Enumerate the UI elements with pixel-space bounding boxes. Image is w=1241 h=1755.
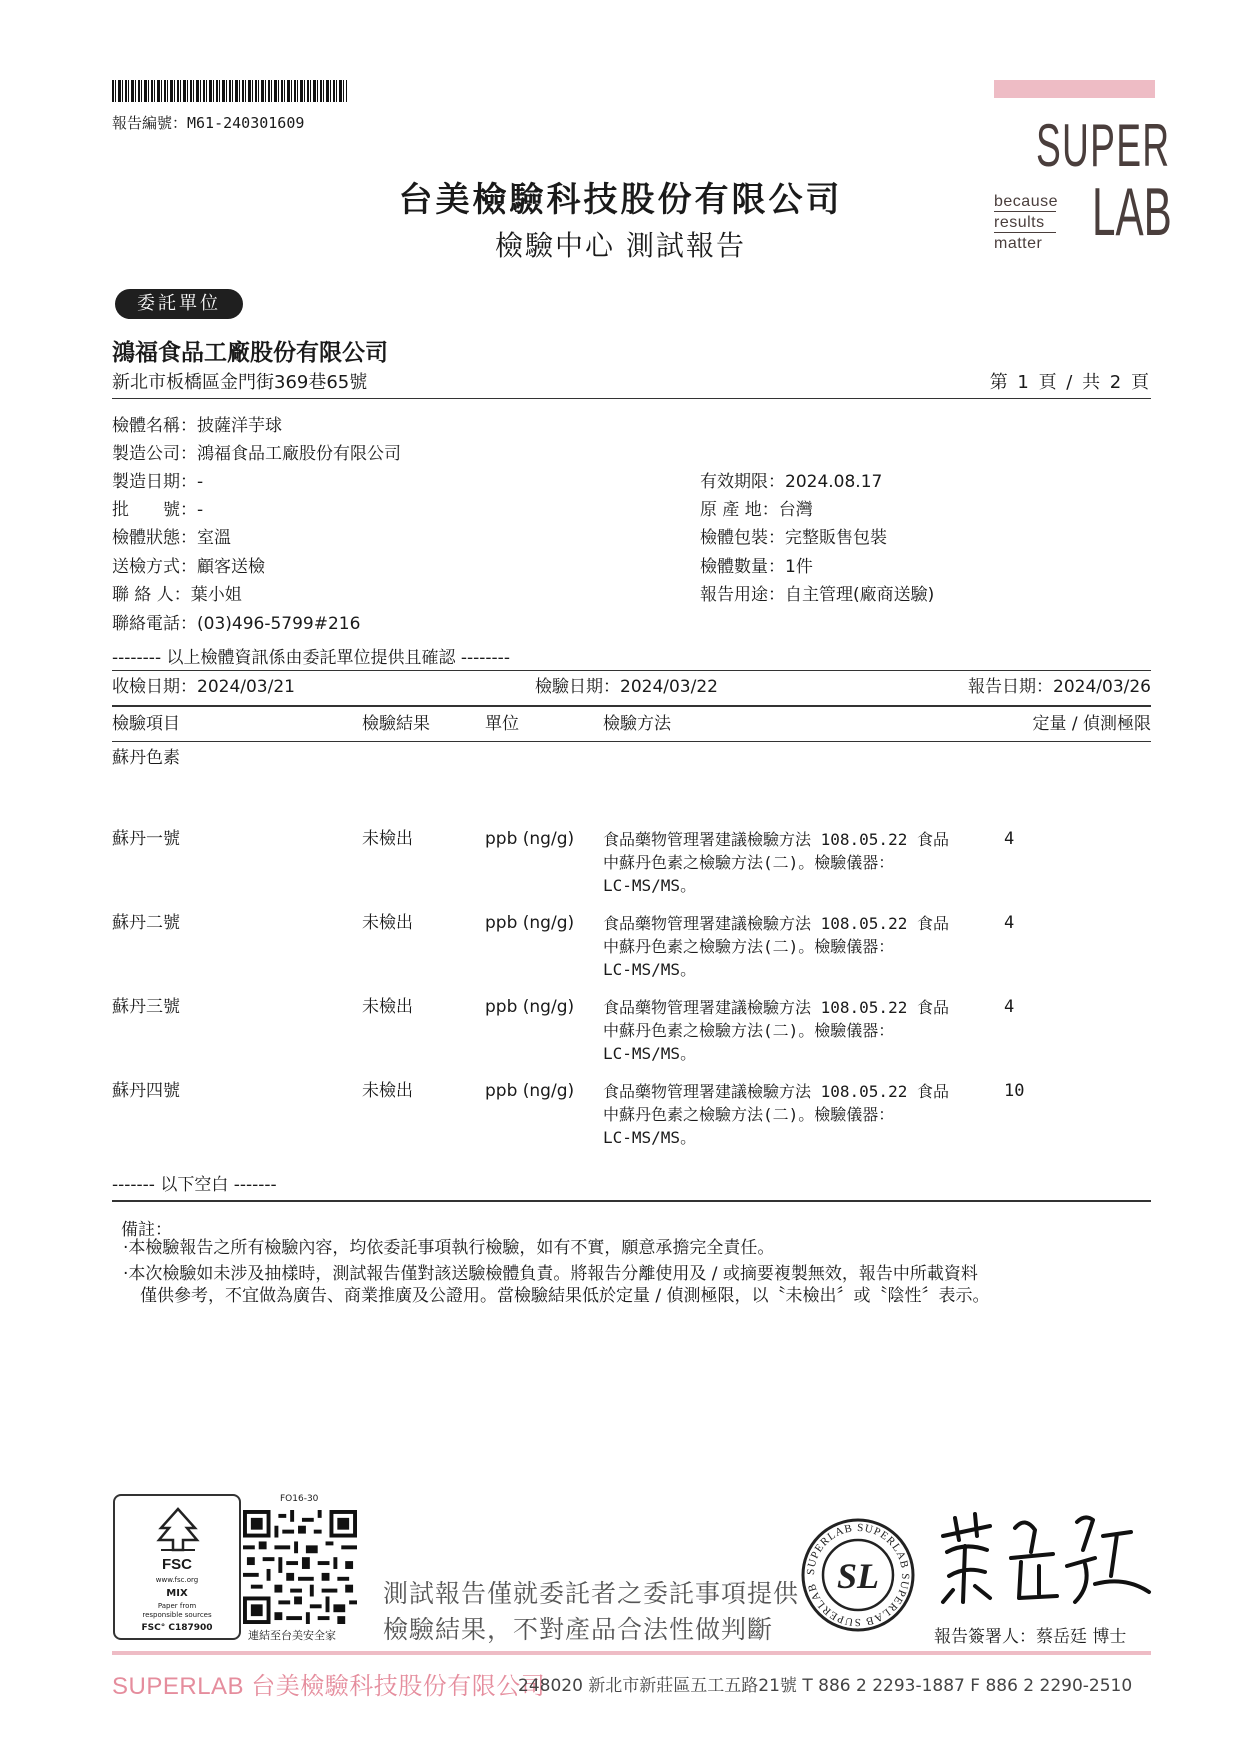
qr-code-icon[interactable] — [243, 1510, 357, 1624]
divider — [112, 1200, 1151, 1202]
divider — [112, 670, 1151, 671]
group-label: 蘇丹色素 — [112, 748, 180, 768]
method-line: 食品藥物管理署建議檢驗方法 108.05.22 食品 — [603, 914, 949, 933]
sample-condition: 檢體狀態：室溫 — [112, 528, 231, 548]
row-unit: ppb (ng/g) — [485, 913, 575, 933]
qr-caption: 連結至台美安全家 — [248, 1629, 336, 1642]
report-number: 報告編號：M61-240301609 — [112, 114, 305, 132]
report-title: 檢驗中心 測試報告 — [495, 229, 746, 262]
sample-expiry: 有效期限：2024.08.17 — [700, 472, 883, 492]
client-name: 鴻福食品工廠股份有限公司 — [112, 340, 388, 366]
logo-lab-text: LAB — [1092, 174, 1172, 250]
row-item: 蘇丹一號 — [112, 829, 180, 849]
method-line: LC-MS/MS。 — [603, 1044, 697, 1063]
fsc-code: FSC° C187900 — [141, 1623, 213, 1633]
row-method — [603, 912, 1013, 981]
row-loq: 4 — [1004, 997, 1015, 1017]
remarks-title: 備註： — [121, 1220, 172, 1240]
divider — [112, 398, 1151, 399]
row-item: 蘇丹四號 — [112, 1081, 180, 1101]
th-unit: 單位 — [485, 714, 519, 734]
seal-ring-text: SUPERLAB SUPERLAB SUPERLAB SUPERLAB — [804, 1521, 912, 1629]
seal-center-text: SL — [836, 1556, 880, 1596]
method-line: 中蘇丹色素之檢驗方法(二)。檢驗儀器： — [603, 937, 895, 956]
reported-date: 報告日期：2024/03/26 — [968, 677, 1151, 697]
fsc-mix: MIX — [166, 1588, 188, 1599]
method-line: 中蘇丹色素之檢驗方法(二)。檢驗儀器： — [603, 1021, 895, 1040]
remark-2b: 僅供參考，不宜做為廣告、商業推廣及公證用。當檢驗結果低於定量 / 偵測極限，以〝未檢出〞或〝陰性〞表示。 — [140, 1286, 990, 1306]
fsc-paper — [115, 1602, 239, 1620]
sample-purpose: 報告用途：自主管理(廠商送驗) — [700, 585, 935, 605]
sample-contact: 聯 絡 人：葉小姐 — [112, 585, 242, 605]
table-row — [0, 996, 1241, 1076]
logo-tagline-1: because — [994, 193, 1058, 210]
footer-address: 248020 新北市新莊區五工五路21號 T 886 2 2293-1887 F 886 2 2290-2510 — [518, 1676, 1133, 1696]
method-line: LC-MS/MS。 — [603, 1128, 697, 1147]
row-method — [603, 828, 1013, 897]
confirm-note: -------- 以上檢體資訊係由委託單位提供且確認 -------- — [112, 648, 510, 668]
fsc-site: www.fsc.org — [155, 1576, 199, 1584]
logo-super-text: SUPER — [1036, 112, 1171, 179]
row-result: 未檢出 — [362, 1081, 413, 1101]
fsc-paper-line: responsible sources — [142, 1611, 212, 1619]
tested-date: 檢驗日期：2024/03/22 — [535, 677, 718, 697]
row-result: 未檢出 — [362, 913, 413, 933]
sample-phone: 聯絡電話：(03)496-5799#216 — [112, 614, 361, 634]
row-unit: ppb (ng/g) — [485, 997, 575, 1017]
sample-lot: 批 號：- — [112, 500, 204, 520]
sample-mfg-date: 製造日期：- — [112, 472, 204, 492]
logo-tagline-3: matter — [994, 235, 1043, 252]
method-line: 食品藥物管理署建議檢驗方法 108.05.22 食品 — [603, 1082, 949, 1101]
row-result: 未檢出 — [362, 829, 413, 849]
remark-2a: ‧本次檢驗如未涉及抽樣時，測試報告僅對該送驗檢體負責。將報告分離使用及 / 或摘要複製無效，報告中所載資料 — [123, 1264, 978, 1284]
sample-name: 檢體名稱：披薩洋芋球 — [112, 416, 282, 436]
client-address: 新北市板橋區金門街369巷65號 — [112, 372, 368, 393]
footer-accent-line — [112, 1651, 1151, 1655]
fsc-paper-line: Paper from — [157, 1602, 197, 1610]
th-item: 檢驗項目 — [112, 714, 180, 734]
row-method — [603, 996, 1013, 1065]
table-row — [0, 828, 1241, 908]
disclaimer-line-2: 檢驗結果，不對產品合法性做判斷 — [383, 1615, 774, 1644]
sample-manufacturer: 製造公司：鴻福食品工廠股份有限公司 — [112, 444, 401, 464]
divider — [112, 705, 1151, 707]
barcode — [112, 80, 347, 102]
logo-accent-bar — [994, 80, 1155, 98]
method-line: 中蘇丹色素之檢驗方法(二)。檢驗儀器： — [603, 853, 895, 872]
method-line: LC-MS/MS。 — [603, 876, 697, 895]
company-title: 台美檢驗科技股份有限公司 — [398, 180, 843, 220]
logo-tagline-2: results — [994, 214, 1045, 231]
fsc-tree-icon — [153, 1506, 203, 1554]
signature-image — [935, 1506, 1155, 1616]
row-item: 蘇丹二號 — [112, 913, 180, 933]
received-date: 收檢日期：2024/03/21 — [112, 677, 295, 697]
row-method — [603, 1080, 1013, 1149]
table-row — [0, 912, 1241, 992]
sample-origin: 原 產 地：台灣 — [700, 500, 813, 520]
row-result: 未檢出 — [362, 997, 413, 1017]
form-code: FO16-30 — [280, 1494, 319, 1504]
sample-quantity: 檢體數量：1件 — [700, 557, 813, 577]
table-row — [0, 1080, 1241, 1160]
row-unit: ppb (ng/g) — [485, 1081, 575, 1101]
end-note: ------- 以下空白 ------- — [112, 1175, 277, 1195]
divider — [112, 741, 1151, 742]
client-badge: 委託單位 — [115, 289, 243, 319]
th-loq: 定量 / 偵測極限 — [1032, 714, 1151, 734]
footer-brand: SUPERLAB 台美檢驗科技股份有限公司 — [112, 1673, 546, 1700]
row-loq: 4 — [1004, 913, 1015, 933]
page-indicator: 第 1 頁 / 共 2 頁 — [989, 372, 1151, 393]
th-result: 檢驗結果 — [362, 714, 430, 734]
row-item: 蘇丹三號 — [112, 997, 180, 1017]
method-line: 食品藥物管理署建議檢驗方法 108.05.22 食品 — [603, 998, 949, 1017]
method-line: LC-MS/MS。 — [603, 960, 697, 979]
sample-delivery: 送檢方式：顧客送檢 — [112, 557, 265, 577]
disclaimer-line-1: 測試報告僅就委託者之委託事項提供 — [383, 1579, 800, 1608]
row-loq: 4 — [1004, 829, 1015, 849]
method-line: 食品藥物管理署建議檢驗方法 108.05.22 食品 — [603, 830, 949, 849]
th-method: 檢驗方法 — [603, 714, 671, 734]
fsc-label: FSC — [162, 1556, 192, 1573]
row-unit: ppb (ng/g) — [485, 829, 575, 849]
signer: 報告簽署人：蔡岳廷 博士 — [934, 1627, 1127, 1647]
remark-1: ‧本檢驗報告之所有檢驗內容，均依委託事項執行檢驗，如有不實，願意承擔完全責任。 — [123, 1238, 775, 1258]
row-loq: 10 — [1004, 1081, 1025, 1101]
fsc-badge — [113, 1494, 241, 1640]
sample-packaging: 檢體包裝：完整販售包裝 — [700, 528, 887, 548]
superlab-seal-icon — [800, 1517, 916, 1633]
method-line: 中蘇丹色素之檢驗方法(二)。檢驗儀器： — [603, 1105, 895, 1124]
